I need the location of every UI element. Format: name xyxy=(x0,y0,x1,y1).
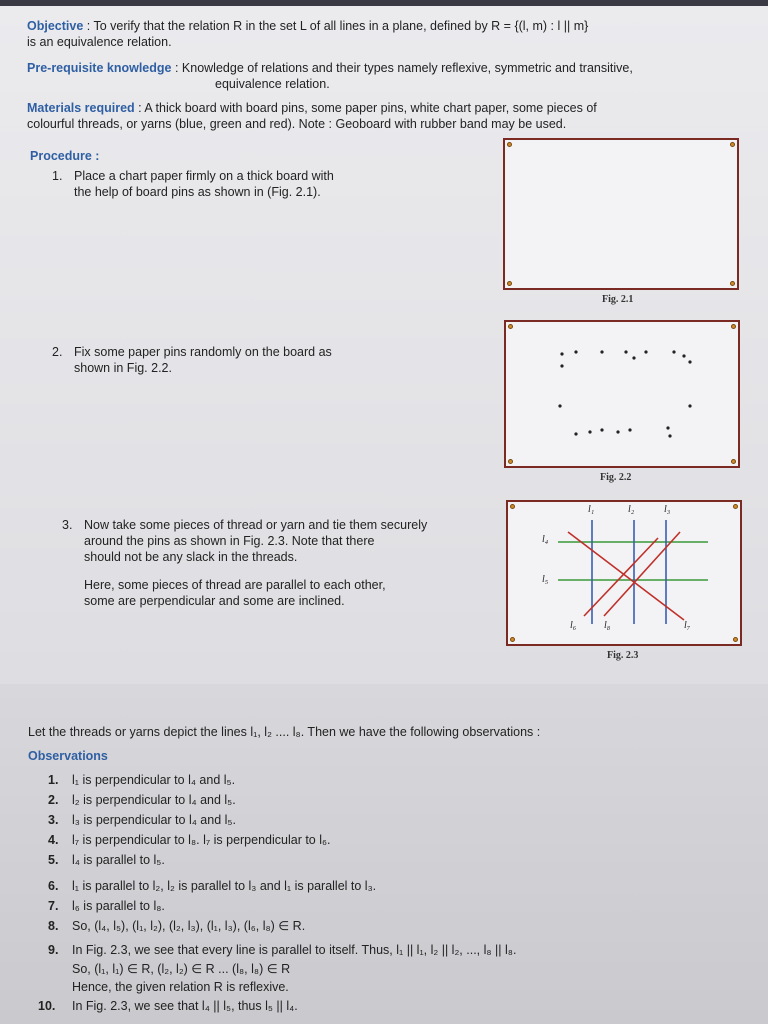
materials-label: Materials required xyxy=(27,101,135,115)
observation-item: 7. l₆ is parallel to l₈. xyxy=(48,899,165,913)
materials-text-1: : A thick board with board pins, some paper pins, white chart paper, some pieces of xyxy=(138,101,597,115)
observations-label: Observations xyxy=(28,749,108,763)
board-pin xyxy=(507,281,512,286)
observations-intro: Let the threads or yarns depict the lines l₁, l₂ .... l₈. Then we have the following observations : xyxy=(28,725,541,739)
figure-2-3-caption: Fig. 2.3 xyxy=(607,650,639,661)
step-3-line-1: Now take some pieces of thread or yarn and tie them securely xyxy=(84,518,428,532)
label-l2: l₂ xyxy=(628,504,635,515)
step-1-number: 1. xyxy=(52,169,63,183)
step-3-para-2-line-2: some are perpendicular and some are inclined. xyxy=(84,594,345,608)
step-3-number: 3. xyxy=(62,518,73,532)
step-1-line-1: Place a chart paper firmly on a thick board with xyxy=(74,169,334,183)
step-2-line-1: Fix some paper pins randomly on the board as xyxy=(74,345,332,359)
step-1 xyxy=(52,168,472,200)
label-l1: l₁ xyxy=(588,504,595,515)
paper-pins xyxy=(506,322,738,466)
line-l6-red xyxy=(584,538,658,616)
thread-lines-diagram xyxy=(508,502,740,644)
observation-item: 8. So, (l₄, l₅), (l₁, l₂), (l₂, l₃), (l₁, l₃), (l₆, l₈) ∈ R. xyxy=(48,919,306,933)
materials-text-2: colourful threads, or yarns (blue, green and red). Note : Geoboard with rubber band may be used. xyxy=(27,117,567,131)
board-pin xyxy=(507,142,512,147)
step-2-line-2: shown in Fig. 2.2. xyxy=(74,361,172,375)
observation-item: 4. l₇ is perpendicular to l₈. l₇ is perpendicular to l₆. xyxy=(48,833,331,847)
step-1-line-2: the help of board pins as shown in (Fig. 2.1). xyxy=(74,185,321,199)
prerequisite-text-2: equivalence relation. xyxy=(215,77,330,91)
label-l6: l₆ xyxy=(570,620,577,631)
observations-list xyxy=(38,770,748,1016)
observation-item: 10. In Fig. 2.3, we see that l₄ || l₅, thus l₅ || l₄. xyxy=(38,999,298,1013)
observation-item: 6. l₁ is parallel to l₂, l₂ is parallel to l₃ and l₁ is parallel to l₃. xyxy=(48,879,377,893)
figure-2-2-board xyxy=(504,320,740,468)
step-3 xyxy=(62,517,482,609)
observation-9-sub-2: Hence, the given relation R is reflexive. xyxy=(72,980,289,994)
observation-9-sub-1: So, (l₁, l₁) ∈ R, (l₂, l₂) ∈ R ... (l₈, l₈) ∈ R xyxy=(72,962,291,976)
label-l5: l₅ xyxy=(542,574,549,585)
observation-item: 3. l₃ is perpendicular to l₄ and l₅. xyxy=(48,813,236,827)
label-l7: l₇ xyxy=(684,620,691,631)
objective-text-1: : To verify that the relation R in the set L of all lines in a plane, defined by R = {(l, m) : l || m} xyxy=(86,19,589,33)
figure-2-1-caption: Fig. 2.1 xyxy=(602,294,634,305)
step-3-para-2-line-1: Here, some pieces of thread are parallel to each other, xyxy=(84,578,386,592)
figure-2-1-board xyxy=(503,138,739,290)
observation-item: 1. l₁ is perpendicular to l₄ and l₅. xyxy=(48,773,236,787)
objective-label: Objective xyxy=(27,19,84,33)
prerequisite-text-1: : Knowledge of relations and their types namely reflexive, symmetric and transitive, xyxy=(174,61,633,75)
materials-section xyxy=(27,100,747,132)
objective-text-2: is an equivalence relation. xyxy=(27,35,172,49)
step-3-line-2: around the pins as shown in Fig. 2.3. Note that there xyxy=(84,534,375,548)
figure-2-3-board xyxy=(506,500,742,646)
step-3-line-3: should not be any slack in the threads. xyxy=(84,550,298,564)
objective-section xyxy=(27,18,747,50)
procedure-label: Procedure : xyxy=(30,149,100,163)
line-l8-red xyxy=(604,532,680,616)
prerequisite-label: Pre-requisite knowledge xyxy=(27,61,172,75)
label-l3: l₃ xyxy=(664,504,671,515)
observation-item: 2. l₂ is perpendicular to l₄ and l₅. xyxy=(48,793,236,807)
step-2-number: 2. xyxy=(52,345,63,359)
figure-2-2-caption: Fig. 2.2 xyxy=(600,472,632,483)
observation-item: 9. In Fig. 2.3, we see that every line is parallel to itself. Thus, l₁ || l₁, l₂ || l₂, ..., l₈ || l₈. xyxy=(48,943,517,957)
board-pin xyxy=(730,281,735,286)
label-l8: l₈ xyxy=(604,620,611,631)
observation-item: 5. l₄ is parallel to l₅. xyxy=(48,853,165,867)
label-l4: l₄ xyxy=(542,534,549,545)
prerequisite-section xyxy=(27,60,747,92)
board-pin xyxy=(730,142,735,147)
step-2 xyxy=(52,344,472,376)
